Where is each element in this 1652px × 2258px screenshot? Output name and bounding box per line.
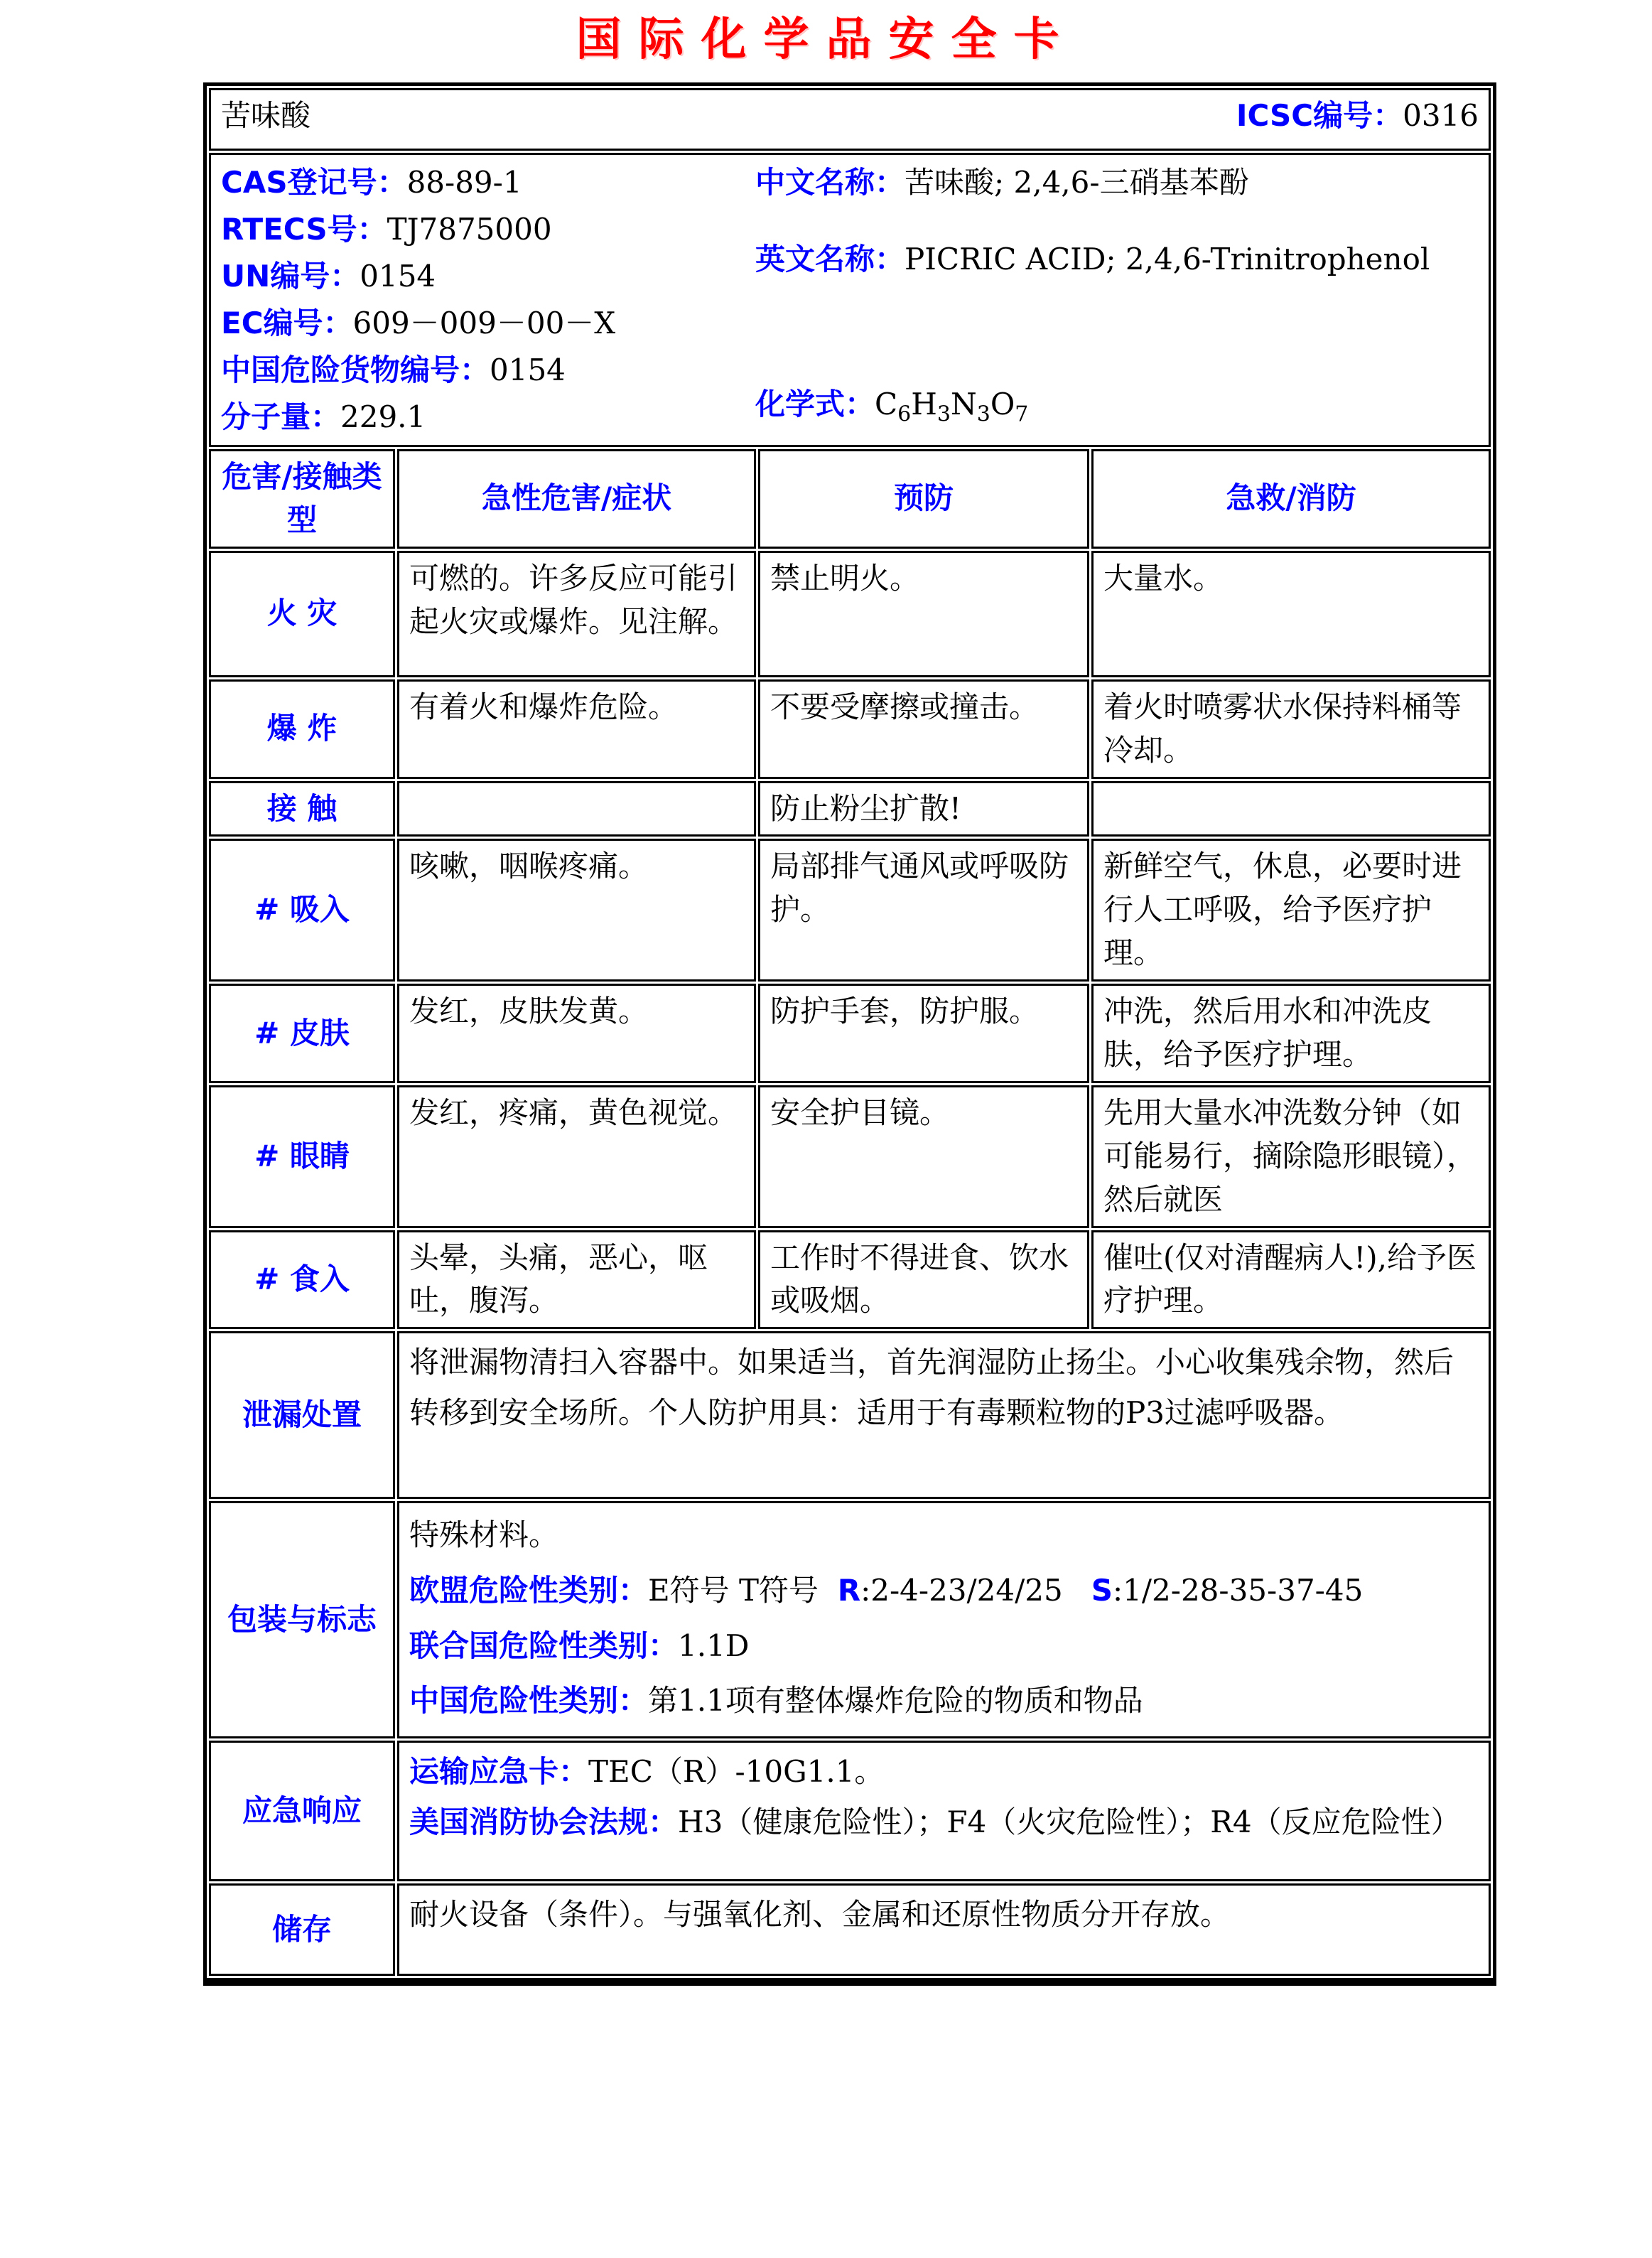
hazard-type-skin: # 皮肤 xyxy=(209,984,395,1083)
explosion-prevention: 不要受摩擦或撞击。 xyxy=(758,679,1089,779)
skin-symptom: 发红，皮肤发黄。 xyxy=(397,984,756,1083)
hazard-type-explosion: 爆 炸 xyxy=(209,679,395,779)
row-explosion xyxy=(209,679,1491,779)
inhalation-symptom: 咳嗽，咽喉疼痛。 xyxy=(397,839,756,982)
row-emergency-response xyxy=(209,1741,1491,1881)
ec-number: EC编号：609－009－00－X xyxy=(221,306,616,340)
identifiers-row xyxy=(209,153,1491,447)
cas-number: CAS登记号：88-89-1 xyxy=(221,165,522,200)
inhalation-response: 新鲜空气，休息，必要时进行人工呼吸，给予医疗护理。 xyxy=(1091,839,1491,982)
storage-text: 耐火设备（条件）。与强氧化剂、金属和还原性物质分开存放。 xyxy=(397,1883,1491,1976)
contact-symptom xyxy=(397,781,756,837)
header-prevention: 预防 xyxy=(758,449,1089,549)
row-storage xyxy=(209,1883,1491,1976)
explosion-response: 着火时喷雾状水保持料桶等冷却。 xyxy=(1091,679,1491,779)
chemical-formula-line: 化学式：$C_6H_3N_3O_7$ xyxy=(755,387,1029,427)
emergency-response-text xyxy=(397,1741,1491,1881)
header-acute-symptoms: 急性危害/症状 xyxy=(397,449,756,549)
substance-header-row xyxy=(209,88,1491,151)
china-hazard-class-line: 中国危险性类别：第1.1项有整体爆炸危险的物质和物品 xyxy=(409,1683,1143,1719)
hazard-type-inhalation: # 吸入 xyxy=(209,839,395,982)
header-first-aid: 急救/消防 xyxy=(1091,449,1491,549)
row-skin xyxy=(209,984,1491,1083)
row-ingestion xyxy=(209,1230,1491,1330)
icsc-number-label: ICSC编号： xyxy=(1236,98,1403,133)
hazard-type-ingestion: # 食入 xyxy=(209,1230,395,1330)
row-eyes xyxy=(209,1085,1491,1228)
eyes-prevention: 安全护目镜。 xyxy=(758,1085,1089,1228)
hazard-type-contact: 接 触 xyxy=(209,781,395,837)
skin-prevention: 防护手套，防护服。 xyxy=(758,984,1089,1083)
chemical-formula: $C_6H_3N_3O_7$ xyxy=(875,387,1029,427)
skin-response: 冲洗，然后用水和冲洗皮肤，给予医疗护理。 xyxy=(1091,984,1491,1083)
header-hazard-type: 危害/接触类型 xyxy=(209,449,395,549)
icsc-number xyxy=(1236,95,1479,138)
section-label-spill: 泄漏处置 xyxy=(209,1331,395,1499)
table-header-row xyxy=(209,449,1491,549)
identifiers-cell xyxy=(209,153,1491,447)
un-hazard-class-line: 联合国危险性类别：1.1D xyxy=(409,1628,750,1663)
un-number: UN编号：0154 xyxy=(221,259,436,294)
icsc-table xyxy=(203,82,1496,1986)
row-fire xyxy=(209,551,1491,677)
ingestion-response: 催吐(仅对清醒病人!),给予医疗护理。 xyxy=(1091,1230,1491,1330)
inhalation-prevention: 局部排气通风或呼吸防护。 xyxy=(758,839,1089,982)
substance-name: 苦味酸 xyxy=(221,98,311,133)
icsc-number-value: 0316 xyxy=(1403,98,1479,133)
eyes-symptom: 发红，疼痛，黄色视觉。 xyxy=(397,1085,756,1228)
row-inhalation xyxy=(209,839,1491,982)
hazard-type-eyes: # 眼睛 xyxy=(209,1085,395,1228)
eu-hazard-class-line: 欧盟危险性类别：E符号 T符号 R:2-4-23/24/25 S:1/2-28-35-37-45 xyxy=(409,1573,1364,1608)
packaging-labelling-text xyxy=(397,1501,1491,1738)
explosion-symptom: 有着火和爆炸危险。 xyxy=(397,679,756,779)
page-title: 国际化学品安全卡 xyxy=(576,13,1076,66)
special-material-line: 特殊材料。 xyxy=(409,1517,559,1553)
icsc-document xyxy=(0,14,1652,1986)
ingestion-symptom: 头晕，头痛，恶心，呕吐，腹泻。 xyxy=(397,1230,756,1330)
transport-emergency-card-line: 运输应急卡：TEC（R）-10G1.1。 xyxy=(409,1754,885,1790)
ingestion-prevention: 工作时不得进食、饮水或吸烟。 xyxy=(758,1230,1089,1330)
section-label-storage: 储存 xyxy=(209,1883,395,1976)
molecular-weight: 分子量：229.1 xyxy=(221,399,426,434)
nfpa-code-line: 美国消防协会法规：H3（健康危险性）；F4（火灾危险性）；R4（反应危险性） xyxy=(409,1804,1461,1839)
row-contact xyxy=(209,781,1491,837)
english-name: 英文名称：PICRIC ACID; 2,4,6-Trinitrophenol xyxy=(755,242,1430,276)
contact-prevention: 防止粉尘扩散! xyxy=(758,781,1089,837)
spill-disposal-text: 将泄漏物清扫入容器中。如果适当，首先润湿防止扬尘。小心收集残余物，然后转移到安全场所。个人防护用具：适用于有毒颗粒物的P3过滤呼吸器。 xyxy=(397,1331,1491,1499)
row-spill-disposal xyxy=(209,1331,1491,1499)
china-dangerous-goods-number: 中国危险货物编号：0154 xyxy=(221,353,566,387)
eyes-response: 先用大量水冲洗数分钟（如可能易行，摘除隐形眼镜），然后就医 xyxy=(1091,1085,1491,1228)
substance-header-cell xyxy=(209,88,1491,151)
fire-symptom: 可燃的。许多反应可能引起火灾或爆炸。见注解。 xyxy=(397,551,756,677)
section-label-emergency: 应急响应 xyxy=(209,1741,395,1881)
row-packaging-labelling xyxy=(209,1501,1491,1738)
chinese-name: 中文名称：苦味酸; 2,4,6-三硝基苯酚 xyxy=(755,165,1249,200)
rtecs-number: RTECS号：TJ7875000 xyxy=(221,212,552,247)
fire-response: 大量水。 xyxy=(1091,551,1491,677)
contact-response xyxy=(1091,781,1491,837)
hazard-type-fire: 火 灾 xyxy=(209,551,395,677)
fire-prevention: 禁止明火。 xyxy=(758,551,1089,677)
section-label-packaging: 包装与标志 xyxy=(209,1501,395,1738)
